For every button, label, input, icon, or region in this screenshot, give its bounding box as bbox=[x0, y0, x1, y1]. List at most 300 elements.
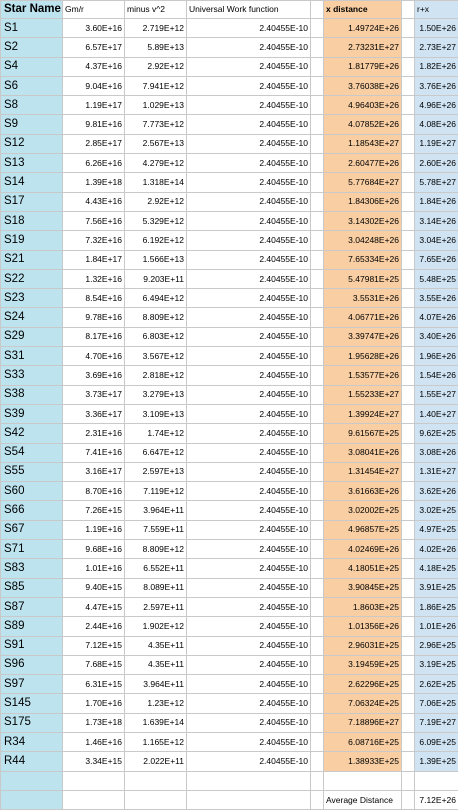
star-name-cell[interactable]: S9 bbox=[1, 115, 63, 134]
r-plus-x-cell[interactable]: 1.86E+25 bbox=[415, 597, 458, 616]
average-distance-value[interactable]: 7.12E+26 bbox=[415, 790, 458, 809]
minus-v2-cell[interactable]: 6.803E+12 bbox=[125, 327, 187, 346]
gm-r-cell[interactable]: 6.31E+15 bbox=[63, 675, 125, 694]
star-name-cell[interactable]: S60 bbox=[1, 482, 63, 501]
work-function-cell[interactable]: 2.40455E-10 bbox=[187, 675, 311, 694]
cell[interactable] bbox=[402, 289, 415, 308]
gm-r-cell[interactable]: 8.70E+16 bbox=[63, 482, 125, 501]
work-function-cell[interactable]: 2.40455E-10 bbox=[187, 540, 311, 559]
star-name-cell[interactable]: S145 bbox=[1, 694, 63, 713]
work-function-cell[interactable]: 2.40455E-10 bbox=[187, 597, 311, 616]
minus-v2-cell[interactable]: 3.964E+11 bbox=[125, 675, 187, 694]
work-function-cell[interactable]: 2.40455E-10 bbox=[187, 366, 311, 385]
x-distance-cell[interactable]: 3.76038E+26 bbox=[324, 76, 402, 95]
cell[interactable] bbox=[311, 578, 324, 597]
r-plus-x-cell[interactable]: 3.40E+26 bbox=[415, 327, 458, 346]
star-name-cell[interactable]: S38 bbox=[1, 385, 63, 404]
r-plus-x-cell[interactable]: 7.06E+25 bbox=[415, 694, 458, 713]
star-name-cell[interactable]: S21 bbox=[1, 250, 63, 269]
x-distance-cell[interactable]: 1.53577E+26 bbox=[324, 366, 402, 385]
minus-v2-cell[interactable]: 8.809E+12 bbox=[125, 540, 187, 559]
minus-v2-cell[interactable]: 1.318E+14 bbox=[125, 173, 187, 192]
r-plus-x-cell[interactable]: 5.48E+25 bbox=[415, 269, 458, 288]
cell[interactable] bbox=[125, 771, 187, 790]
cell[interactable] bbox=[1, 771, 63, 790]
r-plus-x-cell[interactable]: 5.78E+27 bbox=[415, 173, 458, 192]
work-function-cell[interactable]: 2.40455E-10 bbox=[187, 636, 311, 655]
header-minus-v2[interactable]: minus v^2 bbox=[125, 1, 187, 19]
x-distance-cell[interactable]: 3.39747E+26 bbox=[324, 327, 402, 346]
cell[interactable] bbox=[402, 675, 415, 694]
minus-v2-cell[interactable]: 1.902E+12 bbox=[125, 617, 187, 636]
r-plus-x-cell[interactable]: 3.19E+25 bbox=[415, 655, 458, 674]
cell[interactable] bbox=[311, 38, 324, 57]
x-distance-cell[interactable]: 3.61663E+26 bbox=[324, 482, 402, 501]
cell[interactable] bbox=[311, 289, 324, 308]
cell[interactable] bbox=[402, 771, 415, 790]
cell[interactable] bbox=[311, 327, 324, 346]
gm-r-cell[interactable]: 1.32E+16 bbox=[63, 269, 125, 288]
r-plus-x-cell[interactable]: 7.65E+26 bbox=[415, 250, 458, 269]
work-function-cell[interactable]: 2.40455E-10 bbox=[187, 617, 311, 636]
cell[interactable] bbox=[311, 655, 324, 674]
star-name-cell[interactable]: S96 bbox=[1, 655, 63, 674]
r-plus-x-cell[interactable]: 1.82E+26 bbox=[415, 57, 458, 76]
cell[interactable] bbox=[311, 694, 324, 713]
minus-v2-cell[interactable]: 2.719E+12 bbox=[125, 19, 187, 38]
star-name-cell[interactable]: S54 bbox=[1, 443, 63, 462]
x-distance-cell[interactable]: 4.06771E+26 bbox=[324, 308, 402, 327]
cell[interactable] bbox=[311, 154, 324, 173]
cell[interactable] bbox=[402, 38, 415, 57]
cell[interactable] bbox=[402, 424, 415, 443]
cell[interactable] bbox=[311, 404, 324, 423]
gm-r-cell[interactable]: 1.70E+16 bbox=[63, 694, 125, 713]
cell[interactable] bbox=[402, 269, 415, 288]
gm-r-cell[interactable]: 4.37E+16 bbox=[63, 57, 125, 76]
minus-v2-cell[interactable]: 1.639E+14 bbox=[125, 713, 187, 732]
minus-v2-cell[interactable]: 6.647E+12 bbox=[125, 443, 187, 462]
cell[interactable] bbox=[402, 636, 415, 655]
star-name-cell[interactable]: S83 bbox=[1, 559, 63, 578]
cell[interactable] bbox=[402, 597, 415, 616]
r-plus-x-cell[interactable]: 3.14E+26 bbox=[415, 211, 458, 230]
r-plus-x-cell[interactable]: 2.60E+26 bbox=[415, 154, 458, 173]
cell[interactable] bbox=[311, 308, 324, 327]
minus-v2-cell[interactable]: 1.23E+12 bbox=[125, 694, 187, 713]
header-blank-2[interactable] bbox=[402, 1, 415, 19]
work-function-cell[interactable]: 2.40455E-10 bbox=[187, 19, 311, 38]
cell[interactable] bbox=[311, 443, 324, 462]
minus-v2-cell[interactable]: 4.35E+11 bbox=[125, 655, 187, 674]
work-function-cell[interactable]: 2.40455E-10 bbox=[187, 347, 311, 366]
star-name-cell[interactable]: R34 bbox=[1, 732, 63, 751]
star-name-cell[interactable]: S6 bbox=[1, 76, 63, 95]
minus-v2-cell[interactable]: 3.964E+11 bbox=[125, 501, 187, 520]
work-function-cell[interactable]: 2.40455E-10 bbox=[187, 443, 311, 462]
r-plus-x-cell[interactable]: 4.07E+26 bbox=[415, 308, 458, 327]
cell[interactable] bbox=[311, 540, 324, 559]
star-name-cell[interactable]: S19 bbox=[1, 231, 63, 250]
cell[interactable] bbox=[402, 713, 415, 732]
x-distance-cell[interactable]: 1.81779E+26 bbox=[324, 57, 402, 76]
cell[interactable] bbox=[311, 76, 324, 95]
r-plus-x-cell[interactable]: 1.19E+27 bbox=[415, 134, 458, 153]
r-plus-x-cell[interactable]: 1.96E+26 bbox=[415, 347, 458, 366]
work-function-cell[interactable]: 2.40455E-10 bbox=[187, 289, 311, 308]
gm-r-cell[interactable]: 8.17E+16 bbox=[63, 327, 125, 346]
cell[interactable] bbox=[402, 347, 415, 366]
gm-r-cell[interactable]: 7.68E+15 bbox=[63, 655, 125, 674]
cell[interactable] bbox=[402, 520, 415, 539]
gm-r-cell[interactable]: 3.36E+17 bbox=[63, 404, 125, 423]
r-plus-x-cell[interactable]: 3.91E+25 bbox=[415, 578, 458, 597]
gm-r-cell[interactable]: 9.04E+16 bbox=[63, 76, 125, 95]
cell[interactable] bbox=[187, 771, 311, 790]
x-distance-cell[interactable]: 2.62296E+25 bbox=[324, 675, 402, 694]
work-function-cell[interactable]: 2.40455E-10 bbox=[187, 115, 311, 134]
x-distance-cell[interactable]: 2.73231E+27 bbox=[324, 38, 402, 57]
x-distance-cell[interactable]: 3.02002E+25 bbox=[324, 501, 402, 520]
r-plus-x-cell[interactable]: 4.02E+26 bbox=[415, 540, 458, 559]
minus-v2-cell[interactable]: 7.773E+12 bbox=[125, 115, 187, 134]
x-distance-cell[interactable]: 5.77684E+27 bbox=[324, 173, 402, 192]
gm-r-cell[interactable]: 9.78E+16 bbox=[63, 308, 125, 327]
gm-r-cell[interactable]: 4.47E+15 bbox=[63, 597, 125, 616]
cell[interactable] bbox=[402, 443, 415, 462]
work-function-cell[interactable]: 2.40455E-10 bbox=[187, 482, 311, 501]
cell[interactable] bbox=[402, 578, 415, 597]
work-function-cell[interactable]: 2.40455E-10 bbox=[187, 96, 311, 115]
star-name-cell[interactable]: S2 bbox=[1, 38, 63, 57]
gm-r-cell[interactable]: 2.44E+16 bbox=[63, 617, 125, 636]
gm-r-cell[interactable]: 4.70E+16 bbox=[63, 347, 125, 366]
cell[interactable] bbox=[402, 154, 415, 173]
average-distance-label[interactable]: Average Distance bbox=[324, 790, 402, 809]
work-function-cell[interactable]: 2.40455E-10 bbox=[187, 520, 311, 539]
work-function-cell[interactable]: 2.40455E-10 bbox=[187, 269, 311, 288]
minus-v2-cell[interactable]: 8.809E+12 bbox=[125, 308, 187, 327]
cell[interactable] bbox=[402, 655, 415, 674]
cell[interactable] bbox=[402, 617, 415, 636]
work-function-cell[interactable]: 2.40455E-10 bbox=[187, 578, 311, 597]
cell[interactable] bbox=[311, 559, 324, 578]
x-distance-cell[interactable]: 3.5531E+26 bbox=[324, 289, 402, 308]
x-distance-cell[interactable]: 4.18051E+25 bbox=[324, 559, 402, 578]
cell[interactable] bbox=[311, 597, 324, 616]
minus-v2-cell[interactable]: 6.552E+11 bbox=[125, 559, 187, 578]
gm-r-cell[interactable]: 1.19E+16 bbox=[63, 520, 125, 539]
x-distance-cell[interactable]: 3.90845E+25 bbox=[324, 578, 402, 597]
star-name-cell[interactable]: S17 bbox=[1, 192, 63, 211]
cell[interactable] bbox=[402, 173, 415, 192]
star-name-cell[interactable]: S71 bbox=[1, 540, 63, 559]
gm-r-cell[interactable]: 2.31E+16 bbox=[63, 424, 125, 443]
star-name-cell[interactable]: S14 bbox=[1, 173, 63, 192]
header-x-distance[interactable]: x distance bbox=[324, 1, 402, 19]
minus-v2-cell[interactable]: 4.35E+11 bbox=[125, 636, 187, 655]
gm-r-cell[interactable]: 9.40E+15 bbox=[63, 578, 125, 597]
x-distance-cell[interactable]: 1.55233E+27 bbox=[324, 385, 402, 404]
minus-v2-cell[interactable]: 5.89E+13 bbox=[125, 38, 187, 57]
x-distance-cell[interactable]: 1.39924E+27 bbox=[324, 404, 402, 423]
x-distance-cell[interactable]: 4.07852E+26 bbox=[324, 115, 402, 134]
x-distance-cell[interactable]: 5.47981E+25 bbox=[324, 269, 402, 288]
cell[interactable] bbox=[311, 134, 324, 153]
r-plus-x-cell[interactable]: 1.84E+26 bbox=[415, 192, 458, 211]
r-plus-x-cell[interactable]: 3.02E+25 bbox=[415, 501, 458, 520]
cell[interactable] bbox=[402, 211, 415, 230]
x-distance-cell[interactable]: 1.31454E+27 bbox=[324, 462, 402, 481]
star-name-cell[interactable]: S97 bbox=[1, 675, 63, 694]
cell[interactable] bbox=[402, 96, 415, 115]
cell[interactable] bbox=[402, 19, 415, 38]
minus-v2-cell[interactable]: 8.089E+11 bbox=[125, 578, 187, 597]
cell[interactable] bbox=[402, 385, 415, 404]
x-distance-cell[interactable]: 1.38933E+25 bbox=[324, 752, 402, 771]
cell[interactable] bbox=[311, 752, 324, 771]
x-distance-cell[interactable]: 2.96031E+25 bbox=[324, 636, 402, 655]
cell[interactable] bbox=[311, 482, 324, 501]
x-distance-cell[interactable]: 7.06324E+25 bbox=[324, 694, 402, 713]
r-plus-x-cell[interactable]: 2.96E+25 bbox=[415, 636, 458, 655]
cell[interactable] bbox=[311, 617, 324, 636]
cell[interactable] bbox=[63, 790, 125, 809]
star-name-cell[interactable]: R44 bbox=[1, 752, 63, 771]
x-distance-cell[interactable]: 6.08716E+25 bbox=[324, 732, 402, 751]
cell[interactable] bbox=[311, 115, 324, 134]
minus-v2-cell[interactable]: 2.818E+12 bbox=[125, 366, 187, 385]
r-plus-x-cell[interactable]: 7.19E+27 bbox=[415, 713, 458, 732]
star-name-cell[interactable]: S85 bbox=[1, 578, 63, 597]
cell[interactable] bbox=[311, 231, 324, 250]
cell[interactable] bbox=[402, 790, 415, 809]
cell[interactable] bbox=[402, 404, 415, 423]
gm-r-cell[interactable]: 3.34E+15 bbox=[63, 752, 125, 771]
gm-r-cell[interactable]: 7.56E+16 bbox=[63, 211, 125, 230]
work-function-cell[interactable]: 2.40455E-10 bbox=[187, 559, 311, 578]
minus-v2-cell[interactable]: 6.192E+12 bbox=[125, 231, 187, 250]
star-name-cell[interactable]: S66 bbox=[1, 501, 63, 520]
cell[interactable] bbox=[311, 713, 324, 732]
minus-v2-cell[interactable]: 2.92E+12 bbox=[125, 192, 187, 211]
star-name-cell[interactable]: S39 bbox=[1, 404, 63, 423]
star-name-cell[interactable]: S13 bbox=[1, 154, 63, 173]
work-function-cell[interactable]: 2.40455E-10 bbox=[187, 173, 311, 192]
star-name-cell[interactable]: S18 bbox=[1, 211, 63, 230]
r-plus-x-cell[interactable]: 9.62E+25 bbox=[415, 424, 458, 443]
star-name-cell[interactable]: S12 bbox=[1, 134, 63, 153]
cell[interactable] bbox=[311, 732, 324, 751]
x-distance-cell[interactable]: 2.60477E+26 bbox=[324, 154, 402, 173]
cell[interactable] bbox=[125, 790, 187, 809]
work-function-cell[interactable]: 2.40455E-10 bbox=[187, 38, 311, 57]
r-plus-x-cell[interactable]: 3.04E+26 bbox=[415, 231, 458, 250]
x-distance-cell[interactable]: 9.61567E+25 bbox=[324, 424, 402, 443]
gm-r-cell[interactable]: 7.12E+15 bbox=[63, 636, 125, 655]
cell[interactable] bbox=[402, 462, 415, 481]
work-function-cell[interactable]: 2.40455E-10 bbox=[187, 211, 311, 230]
r-plus-x-cell[interactable]: 4.96E+26 bbox=[415, 96, 458, 115]
gm-r-cell[interactable]: 8.54E+16 bbox=[63, 289, 125, 308]
r-plus-x-cell[interactable]: 3.08E+26 bbox=[415, 443, 458, 462]
minus-v2-cell[interactable]: 3.109E+13 bbox=[125, 404, 187, 423]
cell[interactable] bbox=[402, 366, 415, 385]
gm-r-cell[interactable]: 3.69E+16 bbox=[63, 366, 125, 385]
cell[interactable] bbox=[311, 269, 324, 288]
work-function-cell[interactable]: 2.40455E-10 bbox=[187, 501, 311, 520]
cell[interactable] bbox=[311, 385, 324, 404]
cell[interactable] bbox=[402, 134, 415, 153]
x-distance-cell[interactable]: 7.65334E+26 bbox=[324, 250, 402, 269]
cell[interactable] bbox=[402, 559, 415, 578]
gm-r-cell[interactable]: 4.43E+16 bbox=[63, 192, 125, 211]
star-name-cell[interactable]: S33 bbox=[1, 366, 63, 385]
star-name-cell[interactable]: S42 bbox=[1, 424, 63, 443]
r-plus-x-cell[interactable]: 1.54E+26 bbox=[415, 366, 458, 385]
work-function-cell[interactable]: 2.40455E-10 bbox=[187, 713, 311, 732]
x-distance-cell[interactable]: 3.19459E+25 bbox=[324, 655, 402, 674]
gm-r-cell[interactable]: 1.19E+17 bbox=[63, 96, 125, 115]
cell[interactable] bbox=[402, 250, 415, 269]
cell[interactable] bbox=[402, 57, 415, 76]
work-function-cell[interactable]: 2.40455E-10 bbox=[187, 694, 311, 713]
work-function-cell[interactable]: 2.40455E-10 bbox=[187, 732, 311, 751]
x-distance-cell[interactable]: 1.8603E+25 bbox=[324, 597, 402, 616]
x-distance-cell[interactable]: 3.04248E+26 bbox=[324, 231, 402, 250]
x-distance-cell[interactable]: 1.18543E+27 bbox=[324, 134, 402, 153]
r-plus-x-cell[interactable]: 1.31E+27 bbox=[415, 462, 458, 481]
work-function-cell[interactable]: 2.40455E-10 bbox=[187, 404, 311, 423]
minus-v2-cell[interactable]: 1.566E+13 bbox=[125, 250, 187, 269]
star-name-cell[interactable]: S55 bbox=[1, 462, 63, 481]
cell[interactable] bbox=[402, 76, 415, 95]
work-function-cell[interactable]: 2.40455E-10 bbox=[187, 134, 311, 153]
header-r-plus-x[interactable]: r+x bbox=[415, 1, 458, 19]
minus-v2-cell[interactable]: 6.494E+12 bbox=[125, 289, 187, 308]
star-name-cell[interactable]: S89 bbox=[1, 617, 63, 636]
work-function-cell[interactable]: 2.40455E-10 bbox=[187, 462, 311, 481]
star-name-cell[interactable]: S1 bbox=[1, 19, 63, 38]
minus-v2-cell[interactable]: 3.279E+13 bbox=[125, 385, 187, 404]
cell[interactable] bbox=[311, 347, 324, 366]
cell[interactable] bbox=[402, 732, 415, 751]
minus-v2-cell[interactable]: 2.567E+13 bbox=[125, 134, 187, 153]
cell[interactable] bbox=[1, 790, 63, 809]
minus-v2-cell[interactable]: 1.74E+12 bbox=[125, 424, 187, 443]
x-distance-cell[interactable]: 4.02469E+26 bbox=[324, 540, 402, 559]
minus-v2-cell[interactable]: 1.165E+12 bbox=[125, 732, 187, 751]
r-plus-x-cell[interactable]: 1.39E+25 bbox=[415, 752, 458, 771]
r-plus-x-cell[interactable]: 4.97E+25 bbox=[415, 520, 458, 539]
cell[interactable] bbox=[187, 790, 311, 809]
x-distance-cell[interactable]: 4.96403E+26 bbox=[324, 96, 402, 115]
work-function-cell[interactable]: 2.40455E-10 bbox=[187, 76, 311, 95]
r-plus-x-cell[interactable]: 6.09E+25 bbox=[415, 732, 458, 751]
gm-r-cell[interactable]: 1.84E+17 bbox=[63, 250, 125, 269]
cell[interactable] bbox=[311, 211, 324, 230]
cell[interactable] bbox=[402, 752, 415, 771]
cell[interactable] bbox=[402, 501, 415, 520]
cell[interactable] bbox=[324, 771, 402, 790]
cell[interactable] bbox=[311, 424, 324, 443]
star-name-cell[interactable]: S24 bbox=[1, 308, 63, 327]
cell[interactable] bbox=[311, 520, 324, 539]
work-function-cell[interactable]: 2.40455E-10 bbox=[187, 308, 311, 327]
work-function-cell[interactable]: 2.40455E-10 bbox=[187, 250, 311, 269]
gm-r-cell[interactable]: 7.26E+15 bbox=[63, 501, 125, 520]
header-blank-1[interactable] bbox=[311, 1, 324, 19]
cell[interactable] bbox=[311, 173, 324, 192]
work-function-cell[interactable]: 2.40455E-10 bbox=[187, 752, 311, 771]
gm-r-cell[interactable]: 9.81E+16 bbox=[63, 115, 125, 134]
minus-v2-cell[interactable]: 2.597E+11 bbox=[125, 597, 187, 616]
gm-r-cell[interactable]: 1.46E+16 bbox=[63, 732, 125, 751]
work-function-cell[interactable]: 2.40455E-10 bbox=[187, 192, 311, 211]
cell[interactable] bbox=[402, 231, 415, 250]
cell[interactable] bbox=[311, 636, 324, 655]
minus-v2-cell[interactable]: 7.559E+11 bbox=[125, 520, 187, 539]
cell[interactable] bbox=[402, 482, 415, 501]
cell[interactable] bbox=[402, 192, 415, 211]
work-function-cell[interactable]: 2.40455E-10 bbox=[187, 424, 311, 443]
star-name-cell[interactable]: S4 bbox=[1, 57, 63, 76]
header-gm-r[interactable]: Gm/r bbox=[63, 1, 125, 19]
star-name-cell[interactable]: S175 bbox=[1, 713, 63, 732]
x-distance-cell[interactable]: 7.18896E+27 bbox=[324, 713, 402, 732]
gm-r-cell[interactable]: 3.73E+17 bbox=[63, 385, 125, 404]
x-distance-cell[interactable]: 1.84306E+26 bbox=[324, 192, 402, 211]
star-name-cell[interactable]: S91 bbox=[1, 636, 63, 655]
cell[interactable] bbox=[402, 327, 415, 346]
cell[interactable] bbox=[311, 19, 324, 38]
r-plus-x-cell[interactable]: 1.55E+27 bbox=[415, 385, 458, 404]
gm-r-cell[interactable]: 3.16E+17 bbox=[63, 462, 125, 481]
gm-r-cell[interactable]: 1.73E+18 bbox=[63, 713, 125, 732]
cell[interactable] bbox=[311, 57, 324, 76]
star-name-cell[interactable]: S87 bbox=[1, 597, 63, 616]
work-function-cell[interactable]: 2.40455E-10 bbox=[187, 655, 311, 674]
gm-r-cell[interactable]: 2.85E+17 bbox=[63, 134, 125, 153]
cell[interactable] bbox=[311, 462, 324, 481]
star-name-cell[interactable]: S31 bbox=[1, 347, 63, 366]
gm-r-cell[interactable]: 1.01E+16 bbox=[63, 559, 125, 578]
gm-r-cell[interactable]: 6.57E+17 bbox=[63, 38, 125, 57]
x-distance-cell[interactable]: 3.08041E+26 bbox=[324, 443, 402, 462]
star-name-cell[interactable]: S22 bbox=[1, 269, 63, 288]
r-plus-x-cell[interactable]: 1.40E+27 bbox=[415, 404, 458, 423]
minus-v2-cell[interactable]: 2.597E+13 bbox=[125, 462, 187, 481]
x-distance-cell[interactable]: 1.95628E+26 bbox=[324, 347, 402, 366]
header-star-name[interactable]: Star Name bbox=[1, 1, 63, 19]
r-plus-x-cell[interactable]: 3.62E+26 bbox=[415, 482, 458, 501]
cell[interactable] bbox=[402, 308, 415, 327]
work-function-cell[interactable]: 2.40455E-10 bbox=[187, 154, 311, 173]
star-name-cell[interactable]: S29 bbox=[1, 327, 63, 346]
gm-r-cell[interactable]: 1.39E+18 bbox=[63, 173, 125, 192]
r-plus-x-cell[interactable]: 2.62E+25 bbox=[415, 675, 458, 694]
gm-r-cell[interactable]: 6.26E+16 bbox=[63, 154, 125, 173]
gm-r-cell[interactable]: 3.60E+16 bbox=[63, 19, 125, 38]
gm-r-cell[interactable]: 7.41E+16 bbox=[63, 443, 125, 462]
work-function-cell[interactable]: 2.40455E-10 bbox=[187, 327, 311, 346]
minus-v2-cell[interactable]: 5.329E+12 bbox=[125, 211, 187, 230]
minus-v2-cell[interactable]: 1.029E+13 bbox=[125, 96, 187, 115]
r-plus-x-cell[interactable]: 4.08E+26 bbox=[415, 115, 458, 134]
cell[interactable] bbox=[415, 771, 458, 790]
cell[interactable] bbox=[311, 250, 324, 269]
minus-v2-cell[interactable]: 9.203E+11 bbox=[125, 269, 187, 288]
